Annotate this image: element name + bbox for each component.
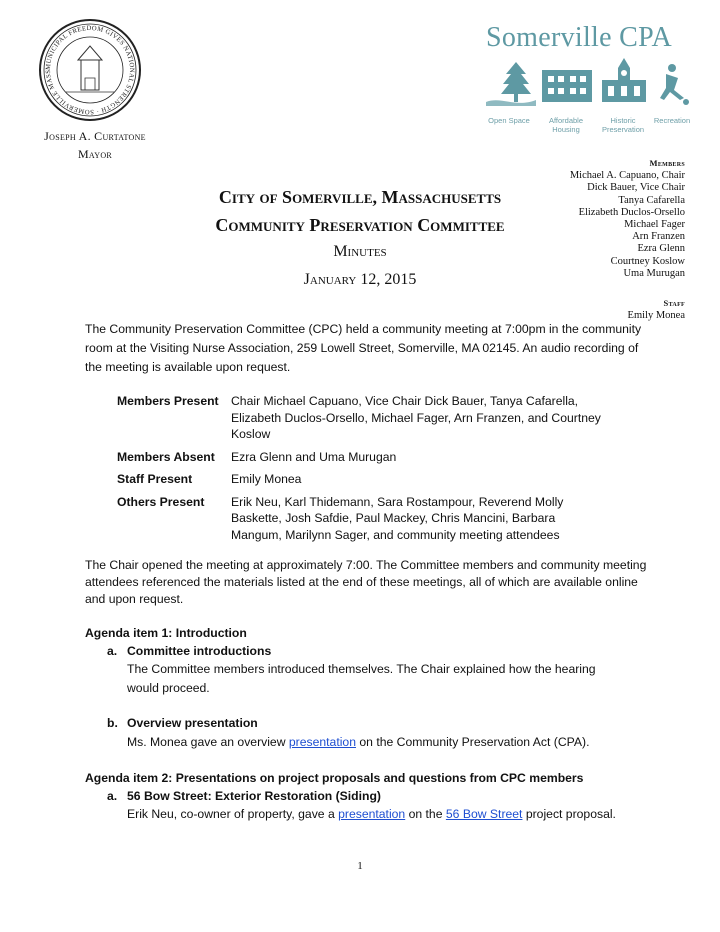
agenda1-a-title: Committee introductions [127,644,272,658]
staff-item: Emily Monea [627,310,685,322]
text-span: project proposal. [522,807,616,821]
svg-text:MUNICIPAL FREEDOM GIVES NATION: MUNICIPAL FREEDOM GIVES NATIONAL STRENGTH · SOMERVILLE MASS [44,24,136,116]
attendance-label: Members Present [117,394,219,408]
agenda1-b-title: Overview presentation [127,716,258,730]
presentation-link[interactable]: presentation [288,735,356,749]
intro-paragraph: The Community Preservation Committee (CPC) held a community meeting at 7:00pm in the community room at the Visiting Nurse Association, 259 Lowell Street, Somerville, MA 02145. An audio recording of the meeting is available upon request. [85,322,642,374]
attendance-label: Others Present [117,494,205,509]
presentation-link[interactable]: presentation [338,807,406,821]
attendance-value: Chair Michael Capuano, Vice Chair Dick Bauer, Tanya Cafarella, Elizabeth Duclos-Orsello, Michael Fager, Arn Franzen, and Courtney Koslow [231,394,601,441]
attendance-row [117,471,637,488]
agenda2-a-letter: a. [107,789,118,803]
agenda1-b-text [127,733,647,752]
city-title: City of Somerville, Massachusetts [218,187,502,207]
historic-building-icon [602,58,646,102]
bow-street-link[interactable]: 56 Bow Street [445,807,523,821]
member-item: Michael A. Capuano, Chair [569,170,685,182]
meeting-date: January 12, 2015 [303,271,417,288]
attendance-label: Members Absent [117,449,215,464]
document-title-block [170,188,550,300]
agenda2-heading: Agenda item 2: Presentations on project proposals and questions from CPC members [85,771,584,785]
agenda1-a-letter: a. [107,644,118,658]
attendance-row [117,393,637,443]
member-item: Dick Bauer, Vice Chair [587,182,685,194]
city-seal-logo [38,18,142,122]
attendance-value: Emily Monea [231,472,302,486]
label-historic-preservation: Historic Preservation [601,116,645,134]
staff-heading: Staff [663,298,685,309]
tree-icon [486,62,536,106]
text-span: on the [405,807,446,821]
attendance-value: Erik Neu, Karl Thidemann, Sara Rostampour, Reverend Molly Baskette, Josh Safdie, Paul Mackey, Chris Mancini, Barbara Mangum, Marilynn Sager, and community meeting attendees [231,494,564,542]
agenda2-a-title: 56 Bow Street: Exterior Restoration (Siding) [127,789,381,803]
member-item: Courtney Koslow [610,255,685,267]
recreation-icon [660,64,689,105]
member-item: Uma Murugan [623,267,685,279]
text-span: Erik Neu, co-owner of property, gave a [127,807,339,821]
page-number: 1 [357,860,363,872]
committee-title: Community Preservation Committee [215,215,505,235]
mayor-title: Mayor [77,147,113,161]
mayor-block [40,127,150,163]
member-item: Tanya Cafarella [618,194,685,206]
text-span: Ms. Monea gave an overview [127,735,289,749]
member-item: Elizabeth Duclos-Orsello [578,206,685,218]
label-open-space: Open Space [488,116,530,125]
member-item: Arn Franzen [632,231,685,243]
attendance-value: Ezra Glenn and Uma Murugan [231,449,397,464]
label-recreation: Recreation [653,116,691,125]
attendance-row [117,449,637,466]
agenda1-a-text: The Committee members introduced themselves. The Chair explained how the hearing would proceed. [127,662,596,695]
attendance-label: Staff Present [117,472,193,486]
agenda1-heading: Agenda item 1: Introduction [85,626,247,640]
agenda2-a-text [127,805,647,824]
label-affordable-housing: Affordable Housing [548,116,584,134]
housing-icon [542,70,592,102]
mayor-name: Joseph A. Curtatone [44,129,146,143]
cpa-logo [486,56,692,134]
agenda1-b-letter: b. [107,716,118,730]
text-span: on the Community Preservation Act (CPA). [356,735,590,749]
cpa-logo-title: Somerville CPA [486,22,672,53]
doc-type: Minutes [333,243,387,260]
attendance-table [117,393,637,543]
members-heading: Members [649,158,685,168]
member-item: Ezra Glenn [637,243,685,255]
opening-paragraph: The Chair opened the meeting at approximately 7:00. The Committee members and community meeting attendees referenced the materials listed at the end of these meetings, all of which are available online and upon request. [85,558,647,606]
attendance-row [117,494,637,544]
member-item: Michael Fager [624,219,685,231]
